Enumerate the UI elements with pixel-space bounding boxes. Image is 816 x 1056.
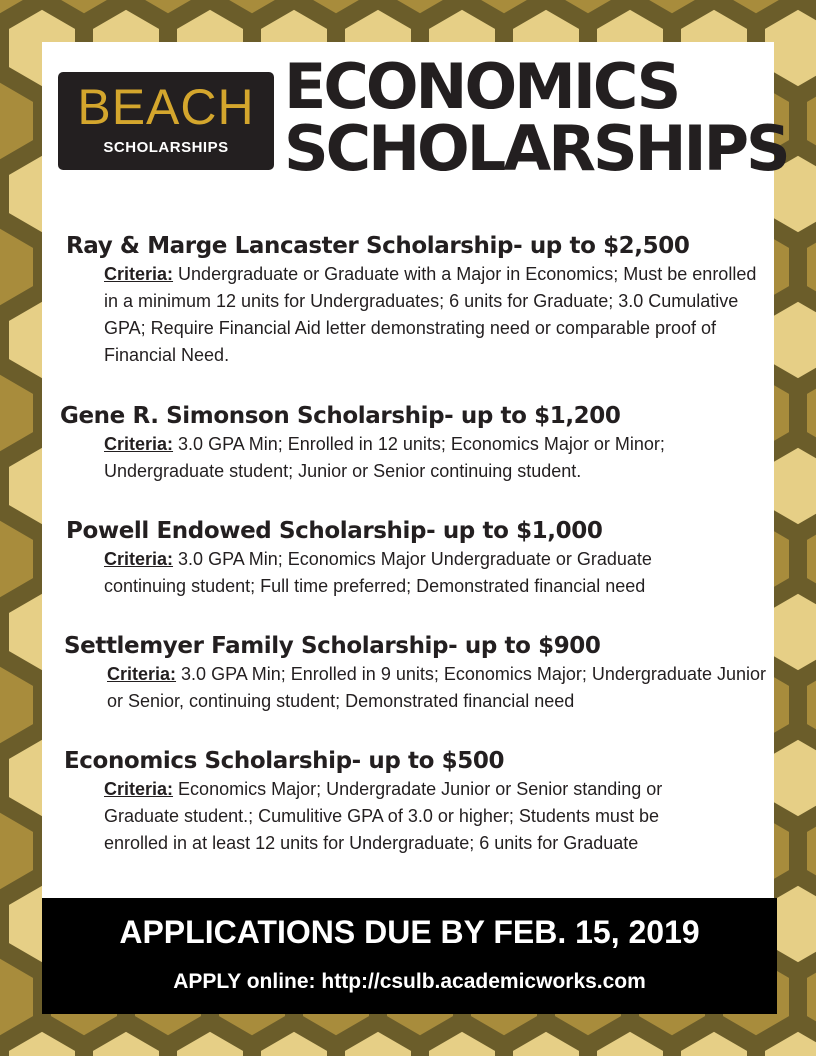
scholarship-title: Economics Scholarship- up to $500: [64, 748, 505, 774]
scholarship-title: Gene R. Simonson Scholarship- up to $1,200: [60, 403, 621, 429]
scholarship-title: Ray & Marge Lancaster Scholarship- up to $2,500: [66, 233, 690, 259]
logo-scholarships-text: SCHOLARSHIPS: [103, 139, 229, 156]
criteria-label: Criteria:: [104, 779, 174, 799]
scholarship-criteria: [104, 261, 764, 369]
scholarship-criteria: [107, 661, 767, 715]
criteria-text: Undergraduate or Graduate with a Major in Economics; Must be enrolled in a minimum 12 units for Undergraduates; 6 units for Graduate; 3.0 Cumulative GPA; Require Financial Aid letter demonstrating need or comparable proof of Financial Need.: [104, 264, 757, 365]
scholarship-powell: [66, 516, 724, 600]
criteria-label: Criteria:: [107, 664, 177, 684]
title-line-2: SCHOLARSHIPS: [284, 112, 788, 185]
footer-banner: [42, 898, 777, 1014]
logo-beach-text: BEACH: [77, 79, 255, 135]
criteria-label: Criteria:: [104, 549, 174, 569]
scholarship-criteria: [104, 431, 684, 485]
scholarship-title: Powell Endowed Scholarship- up to $1,000: [66, 518, 603, 544]
criteria-text: 3.0 GPA Min; Enrolled in 12 units; Economics Major or Minor; Undergraduate student; Junior or Senior continuing student.: [104, 434, 665, 481]
apply-online-text: APPLY online: http://csulb.academicworks.com: [173, 970, 646, 993]
scholarship-title: Settlemyer Family Scholarship- up to $900: [64, 633, 601, 659]
scholarship-criteria: [104, 776, 724, 857]
criteria-text: 3.0 GPA Min; Economics Major Undergraduate or Graduate continuing student; Full time preferred; Demonstrated financial need: [104, 549, 652, 596]
scholarship-lancaster: [66, 231, 764, 369]
page-title: [284, 50, 788, 185]
scholarship-criteria: [104, 546, 724, 600]
criteria-label: Criteria:: [104, 264, 174, 284]
scholarship-settlemyer: [64, 631, 767, 715]
title-line-1: ECONOMICS: [284, 50, 679, 123]
scholarship-economics: [64, 746, 724, 857]
criteria-label: Criteria:: [104, 434, 174, 454]
beach-scholarships-logo: [58, 72, 274, 170]
deadline-text: APPLICATIONS DUE BY FEB. 15, 2019: [119, 914, 700, 950]
criteria-text: Economics Major; Undergradate Junior or Senior standing or Graduate student.; Cumulitive GPA of 3.0 or higher; Students must be enrolled in at least 12 units for Undergraduate; 6 units for Graduate: [104, 779, 663, 853]
criteria-text: 3.0 GPA Min; Enrolled in 9 units; Economics Major; Undergraduate Junior or Senior, continuing student; Demonstrated financial need: [107, 664, 767, 711]
scholarship-simonson: [60, 401, 684, 485]
